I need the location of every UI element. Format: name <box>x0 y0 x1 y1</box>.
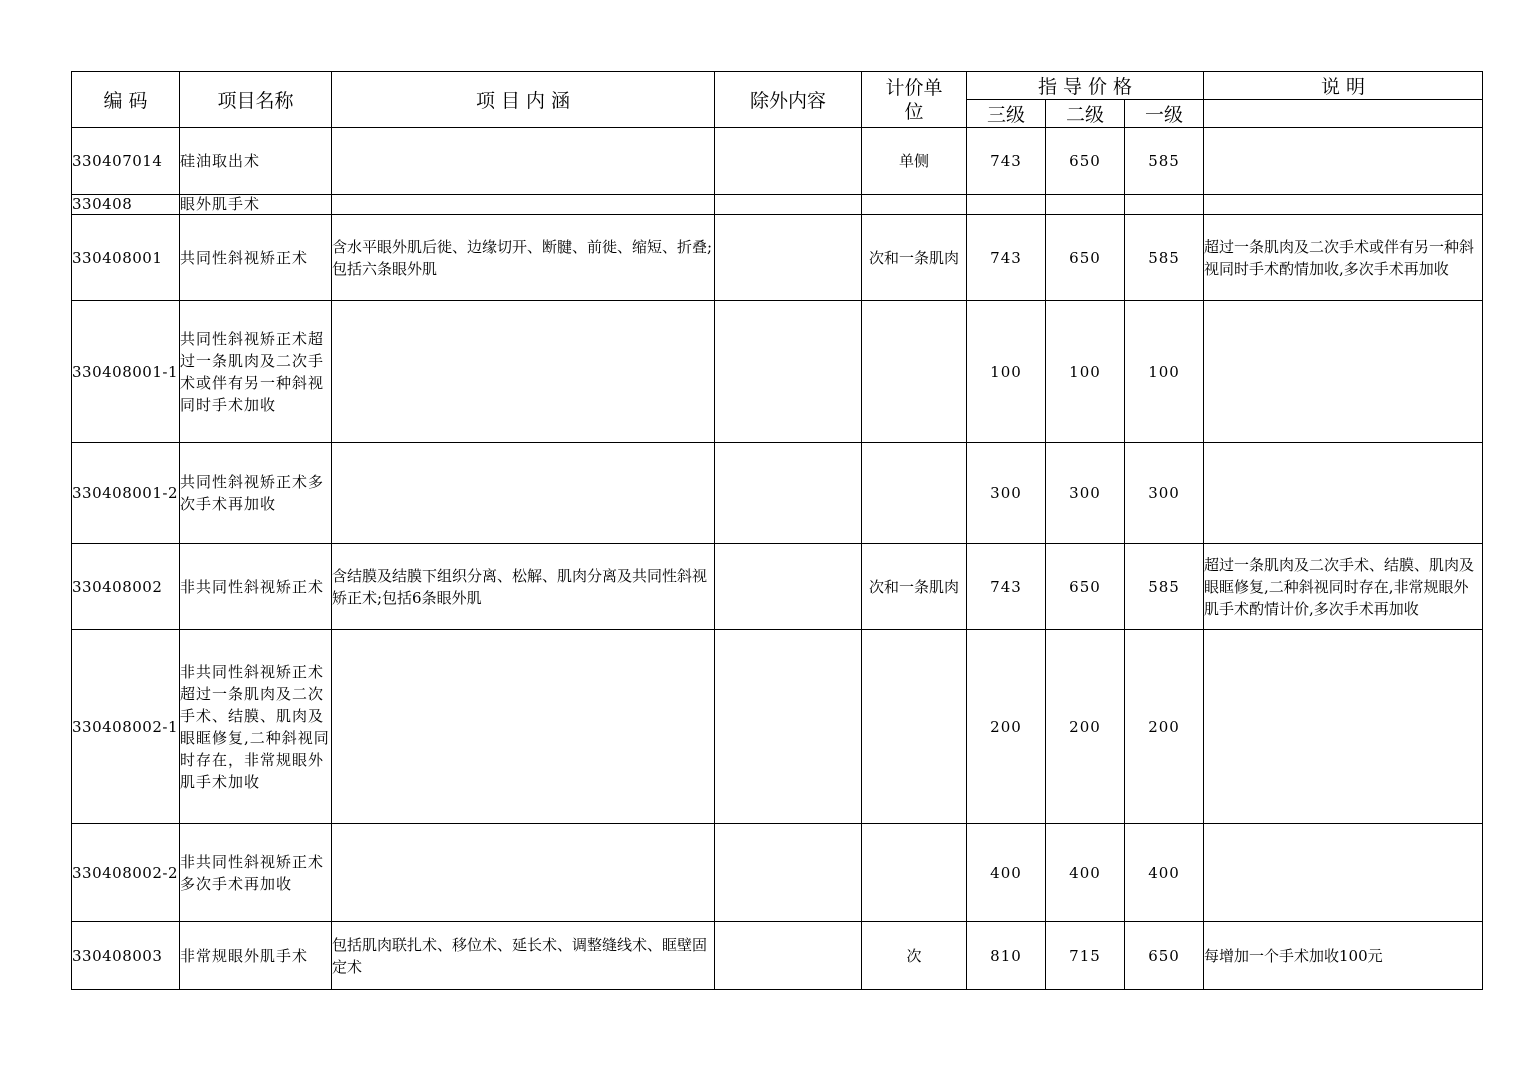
cell-price-level1: 585 <box>1125 128 1204 195</box>
cell-unit: 次和一条肌肉 <box>862 544 967 630</box>
cell-excluded <box>715 824 862 922</box>
cell-note <box>1204 301 1483 443</box>
cell-name: 非共同性斜视矫正术多次手术再加收 <box>180 824 332 922</box>
cell-note: 超过一条肌肉及二次手术或伴有另一种斜视同时手术酌情加收,多次手术再加收 <box>1204 215 1483 301</box>
cell-code: 330408002-2 <box>72 824 180 922</box>
cell-excluded <box>715 922 862 990</box>
cell-content <box>332 824 715 922</box>
cell-name: 共同性斜视矫正术多次手术再加收 <box>180 443 332 544</box>
cell-price-level1: 300 <box>1125 443 1204 544</box>
header-note: 说 明 <box>1204 72 1483 100</box>
cell-code: 330408003 <box>72 922 180 990</box>
cell-price-level1: 200 <box>1125 630 1204 824</box>
cell-note <box>1204 195 1483 215</box>
cell-unit <box>862 630 967 824</box>
cell-name: 硅油取出术 <box>180 128 332 195</box>
cell-price-level1: 400 <box>1125 824 1204 922</box>
cell-name: 非共同性斜视矫正术超过一条肌肉及二次手术、结膜、肌肉及眼眶修复,二种斜视同时存在，非常规眼外肌手术加收 <box>180 630 332 824</box>
cell-excluded <box>715 301 862 443</box>
price-table <box>71 71 1483 990</box>
cell-name: 共同性斜视矫正术 <box>180 215 332 301</box>
table-row <box>72 215 1483 301</box>
cell-code: 330407014 <box>72 128 180 195</box>
cell-price-level2: 300 <box>1046 443 1125 544</box>
cell-price-level3: 810 <box>967 922 1046 990</box>
cell-note: 每增加一个手术加收100元 <box>1204 922 1483 990</box>
cell-price-level2: 715 <box>1046 922 1125 990</box>
table-header <box>72 72 1483 128</box>
table-row <box>72 443 1483 544</box>
cell-unit: 单侧 <box>862 128 967 195</box>
cell-excluded <box>715 195 862 215</box>
cell-unit: 次和一条肌肉 <box>862 215 967 301</box>
header-price-group: 指 导 价 格 <box>967 72 1204 100</box>
table-row <box>72 922 1483 990</box>
cell-price-level3: 300 <box>967 443 1046 544</box>
header-level1: 一级 <box>1125 100 1204 128</box>
cell-price-level3: 743 <box>967 544 1046 630</box>
cell-note <box>1204 443 1483 544</box>
cell-price-level1: 650 <box>1125 922 1204 990</box>
cell-content <box>332 195 715 215</box>
section-row <box>72 195 1483 215</box>
cell-excluded <box>715 630 862 824</box>
cell-code: 330408001-2 <box>72 443 180 544</box>
cell-excluded <box>715 128 862 195</box>
cell-content: 含结膜及结膜下组织分离、松解、肌肉分离及共同性斜视矫正术;包括6条眼外肌 <box>332 544 715 630</box>
cell-price-level1: 585 <box>1125 544 1204 630</box>
header-name: 项目名称 <box>180 72 332 128</box>
cell-code: 330408001-1 <box>72 301 180 443</box>
cell-code: 330408002 <box>72 544 180 630</box>
table-row <box>72 630 1483 824</box>
cell-code: 330408 <box>72 195 180 215</box>
cell-note <box>1204 824 1483 922</box>
cell-unit <box>862 195 967 215</box>
header-note-sub <box>1204 100 1483 128</box>
cell-content <box>332 128 715 195</box>
cell-price-level3: 743 <box>967 215 1046 301</box>
header-level3: 三级 <box>967 100 1046 128</box>
cell-content <box>332 301 715 443</box>
cell-note <box>1204 128 1483 195</box>
cell-unit: 次 <box>862 922 967 990</box>
cell-excluded <box>715 443 862 544</box>
cell-code: 330408002-1 <box>72 630 180 824</box>
header-content: 项 目 内 涵 <box>332 72 715 128</box>
cell-price-level3: 200 <box>967 630 1046 824</box>
cell-price-level3: 100 <box>967 301 1046 443</box>
cell-price-level3: 743 <box>967 128 1046 195</box>
cell-price-level2: 650 <box>1046 544 1125 630</box>
cell-price-level2: 650 <box>1046 215 1125 301</box>
table-row <box>72 301 1483 443</box>
cell-name: 非共同性斜视矫正术 <box>180 544 332 630</box>
cell-excluded <box>715 544 862 630</box>
cell-content <box>332 630 715 824</box>
cell-note: 超过一条肌肉及二次手术、结膜、肌肉及眼眶修复,二种斜视同时存在,非常规眼外肌手术酌情计价,多次手术再加收 <box>1204 544 1483 630</box>
table-body <box>72 128 1483 990</box>
cell-note <box>1204 630 1483 824</box>
header-code: 编 码 <box>72 72 180 128</box>
cell-content: 含水平眼外肌后徙、边缘切开、断腱、前徙、缩短、折叠;包括六条眼外肌 <box>332 215 715 301</box>
cell-unit <box>862 824 967 922</box>
cell-content: 包括肌肉联扎术、移位术、延长术、调整缝线术、眶壁固定术 <box>332 922 715 990</box>
cell-excluded <box>715 215 862 301</box>
cell-price-level2: 400 <box>1046 824 1125 922</box>
cell-price-level1 <box>1125 195 1204 215</box>
table-row <box>72 544 1483 630</box>
cell-price-level3: 400 <box>967 824 1046 922</box>
cell-name: 眼外肌手术 <box>180 195 332 215</box>
cell-name: 共同性斜视矫正术超过一条肌肉及二次手术或伴有另一种斜视同时手术加收 <box>180 301 332 443</box>
table-row <box>72 824 1483 922</box>
cell-price-level2: 200 <box>1046 630 1125 824</box>
cell-unit <box>862 443 967 544</box>
cell-price-level2 <box>1046 195 1125 215</box>
cell-code: 330408001 <box>72 215 180 301</box>
header-level2: 二级 <box>1046 100 1125 128</box>
cell-price-level2: 650 <box>1046 128 1125 195</box>
cell-price-level3 <box>967 195 1046 215</box>
cell-price-level1: 100 <box>1125 301 1204 443</box>
cell-unit <box>862 301 967 443</box>
cell-content <box>332 443 715 544</box>
header-unit: 计价单位 <box>862 72 967 128</box>
cell-price-level1: 585 <box>1125 215 1204 301</box>
cell-name: 非常规眼外肌手术 <box>180 922 332 990</box>
table-row <box>72 128 1483 195</box>
cell-price-level2: 100 <box>1046 301 1125 443</box>
header-excluded: 除外内容 <box>715 72 862 128</box>
